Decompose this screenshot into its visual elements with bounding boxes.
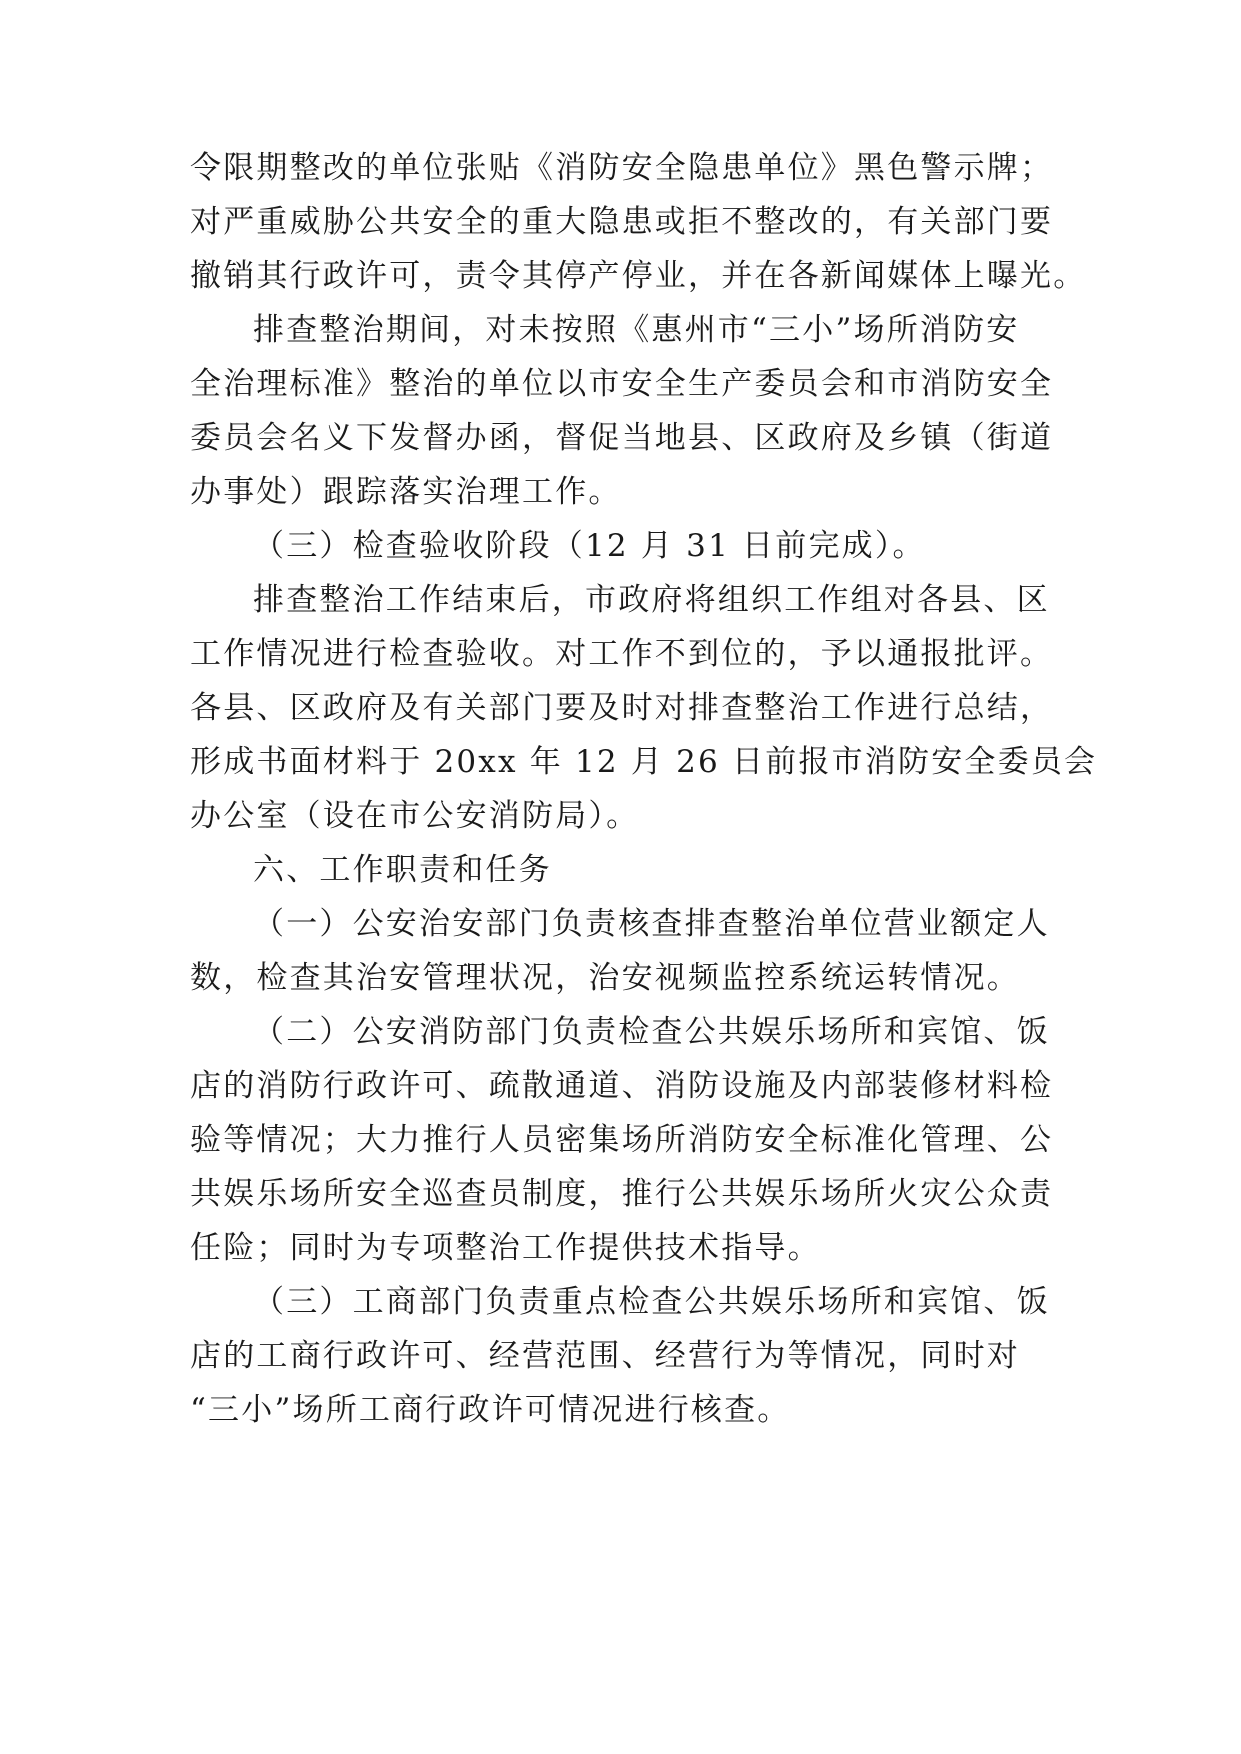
paragraph-start-line: 排查整治工作结束后，市政府将组织工作组对各县、区 <box>253 582 1050 618</box>
text-line: 店的工商行政许可、经营范围、经营行为等情况，同时对 <box>190 1338 1020 1374</box>
text-line: 验等情况；大力推行人员密集场所消防安全标准化管理、公 <box>190 1122 1054 1158</box>
text-line: “三小”场所工商行政许可情况进行核查。 <box>190 1392 791 1428</box>
text-line: 办事处）跟踪落实治理工作。 <box>190 474 622 510</box>
text-line: 全治理标准》整治的单位以市安全生产委员会和市消防安全 <box>190 366 1054 402</box>
text-line: 工作情况进行检查验收。对工作不到位的，予以通报批评。 <box>190 636 1054 672</box>
text-line: 委员会名义下发督办函，督促当地县、区政府及乡镇（街道 <box>190 420 1054 456</box>
paragraph-start-line: 排查整治期间，对未按照《惠州市“三小”场所消防安 <box>253 312 1020 348</box>
text-line: 数，检查其治安管理状况，治安视频监控系统运转情况。 <box>190 960 1020 996</box>
text-line: 形成书面材料于 20xx 年 12 月 26 日前报市消防安全委员会 <box>190 744 1098 780</box>
section-heading-3: （三）检查验收阶段（12 月 31 日前完成）。 <box>253 528 926 564</box>
text-line: 店的消防行政许可、疏散通道、消防设施及内部装修材料检 <box>190 1068 1054 1104</box>
text-line: 办公室（设在市公安消防局）。 <box>190 798 640 834</box>
paragraph-start-line: （三）工商部门负责重点检查公共娱乐场所和宾馆、饭 <box>253 1284 1050 1320</box>
text-line: 撤销其行政许可，责令其停产停业，并在各新闻媒体上曝光。 <box>190 258 1087 294</box>
paragraph-start-line: （二）公安消防部门负责检查公共娱乐场所和宾馆、饭 <box>253 1014 1050 1050</box>
paragraph-start-line: （一）公安治安部门负责核查排查整治单位营业额定人 <box>253 906 1050 942</box>
text-line: 任险；同时为专项整治工作提供技术指导。 <box>190 1230 821 1266</box>
text-line: 共娱乐场所安全巡查员制度，推行公共娱乐场所火灾公众责 <box>190 1176 1054 1212</box>
text-line: 对严重威胁公共安全的重大隐患或拒不整改的，有关部门要 <box>190 204 1054 240</box>
text-line: 令限期整改的单位张贴《消防安全隐患单位》黑色警示牌； <box>190 150 1054 186</box>
section-heading-6: 六、工作职责和任务 <box>253 852 552 888</box>
text-line: 各县、区政府及有关部门要及时对排查整治工作进行总结， <box>190 690 1054 726</box>
